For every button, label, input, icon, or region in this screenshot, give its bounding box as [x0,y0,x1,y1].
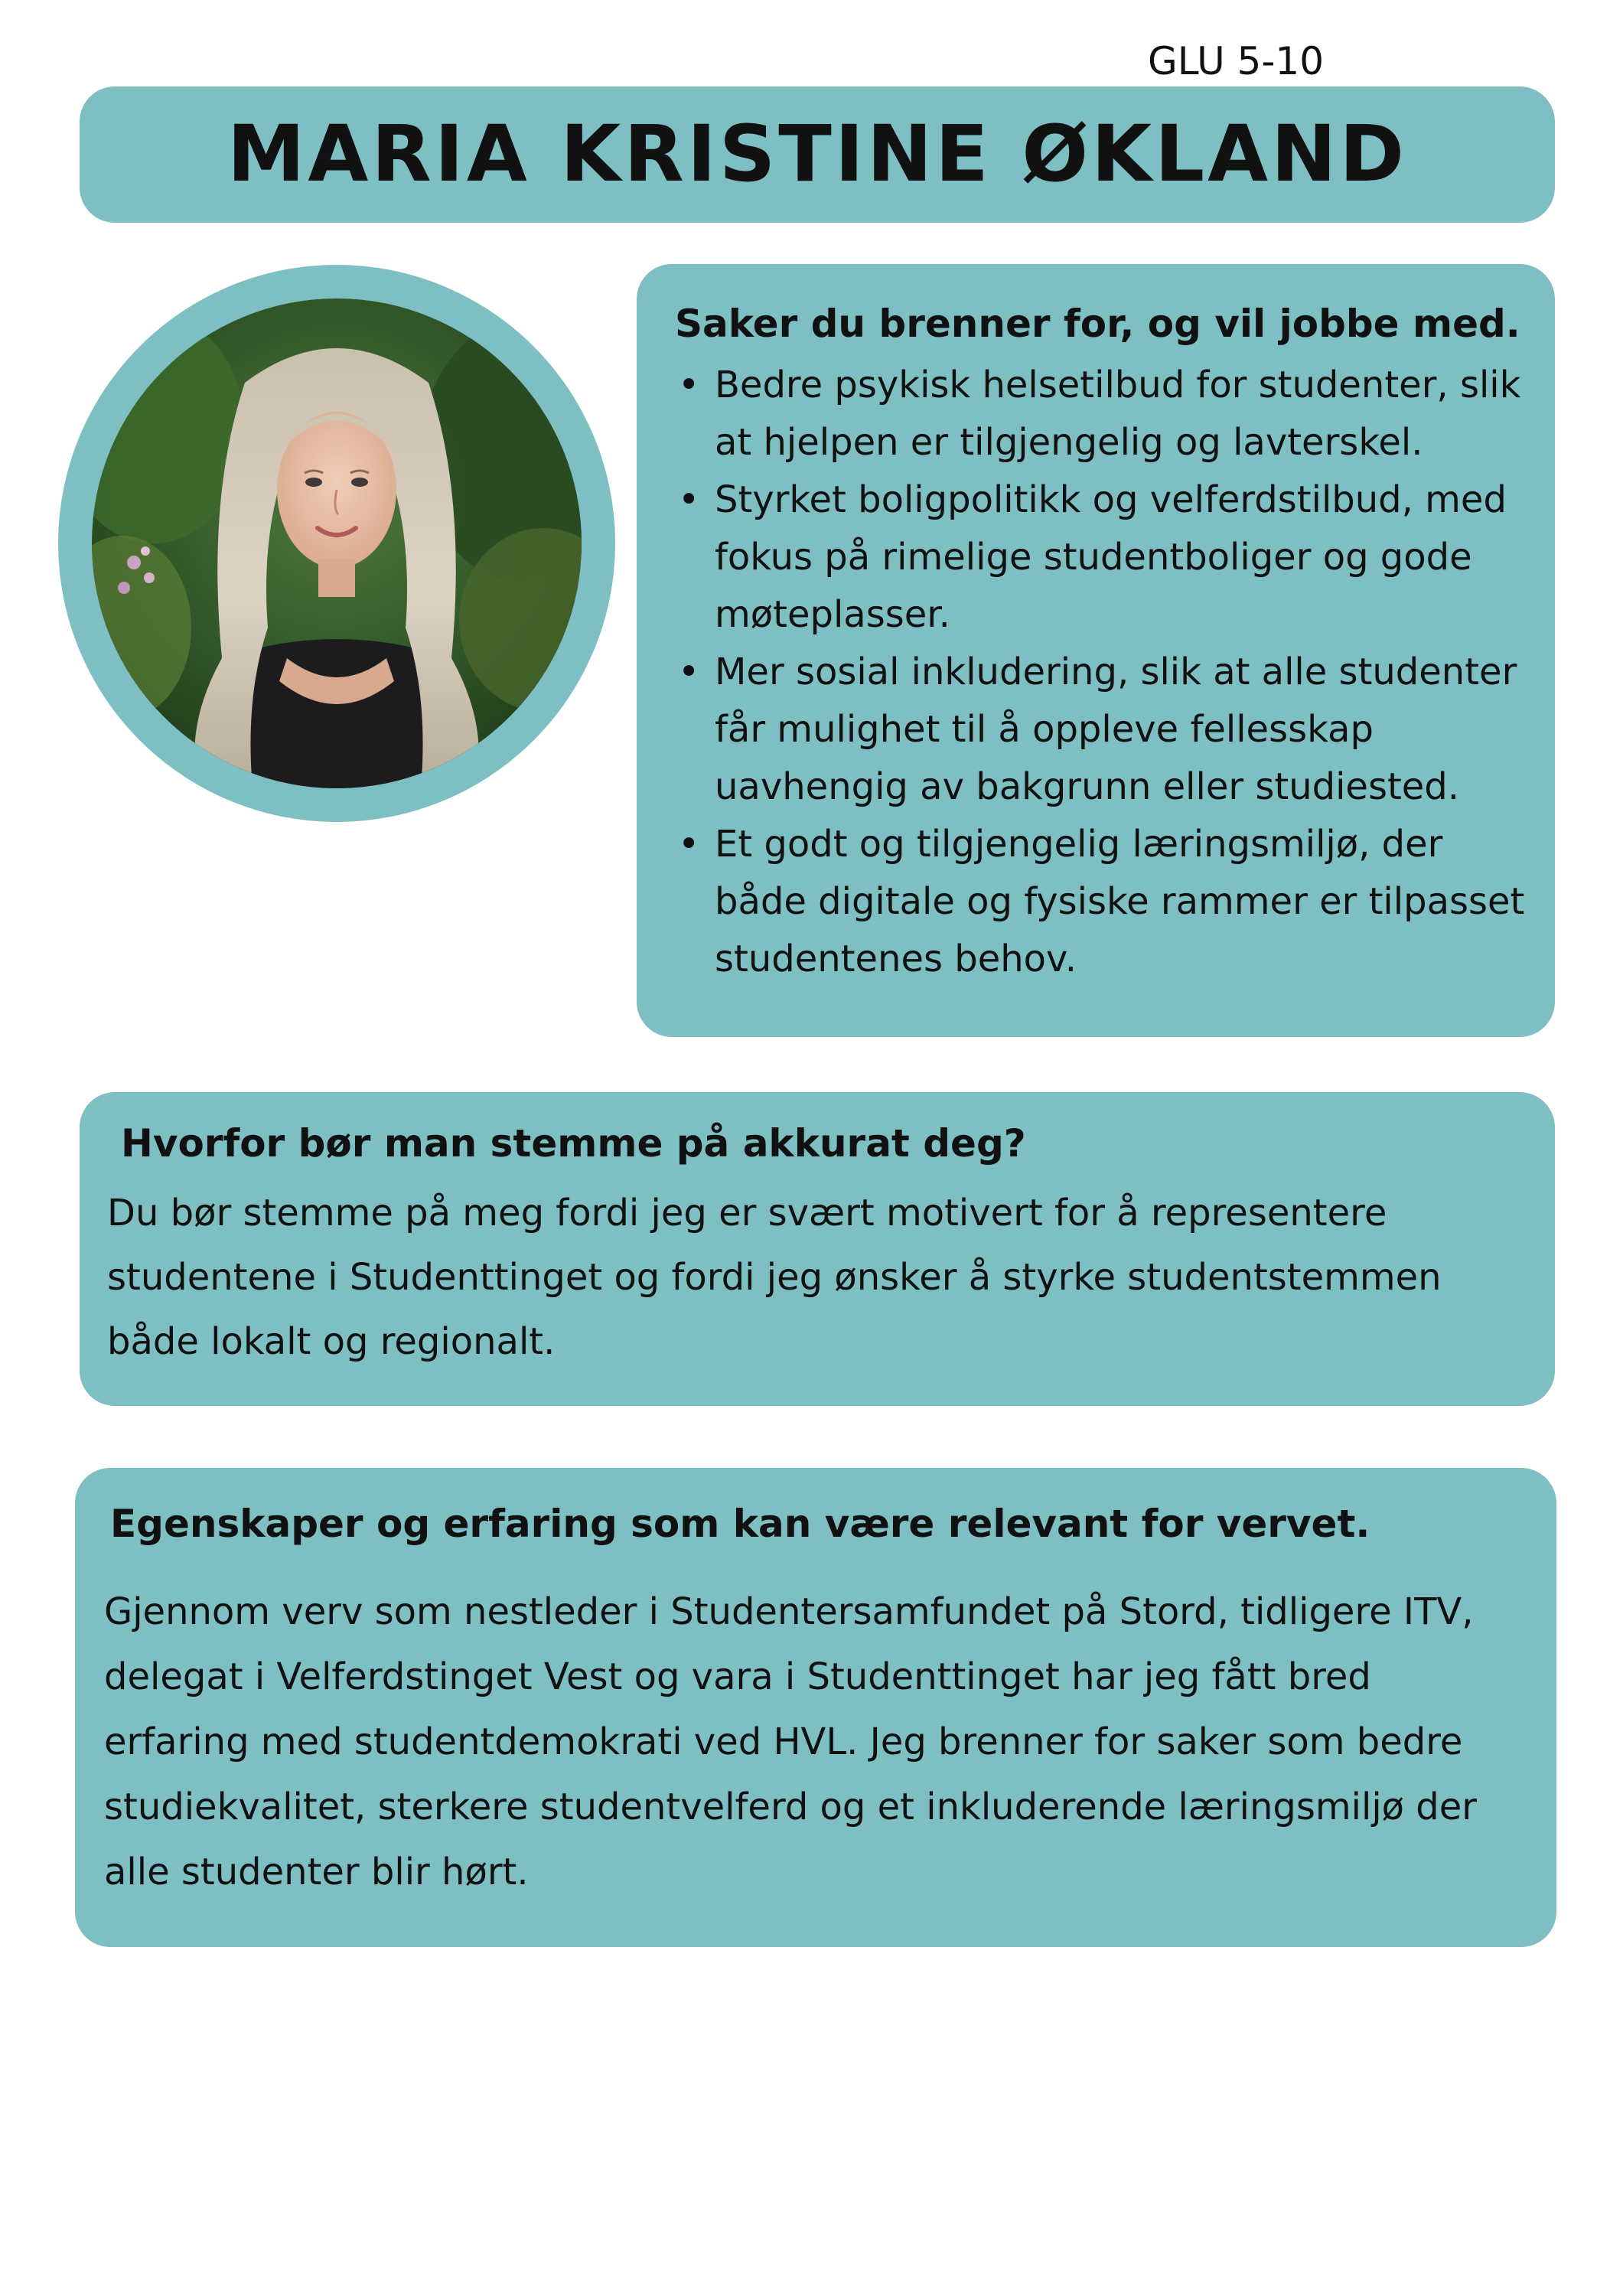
name-banner [80,86,1555,223]
issue-text: Et godt og tilgjengelig læringsmiljø, der både digitale og fysiske rammer er tilpasset studentenes behov. [715,823,1525,980]
issues-panel [637,264,1555,1037]
candidate-name: MARIA KRISTINE ØKLAND [227,109,1408,200]
list-item [675,357,1541,471]
experience-heading: Egenskaper og erfaring som kan være relevant for vervet. [110,1502,1370,1546]
why-vote-panel [80,1092,1555,1406]
list-item [675,816,1541,988]
experience-panel [75,1468,1556,1947]
list-item [675,471,1541,644]
bullet-icon: • [678,364,700,406]
why-vote-text: Du bør stemme på meg fordi jeg er svært motivert for å representere studentene i Studenttinget og fordi jeg ønsker å styrke studentstemmen både lokalt og regionalt. [107,1192,1442,1363]
experience-text: Gjennom verv som nestleder i Studentersamfundet på Stord, tidligere ITV, delegat i Velferdstinget Vest og vara i Studenttinget har jeg fått bred erfaring med studentdemokrati ved HVL. Jeg brenner for saker som bedre studiekvalitet, sterkere studentvelferd og et inkluderende læringsmiljø der alle studenter blir hørt. [104,1590,1478,1893]
candidate-photo [92,298,582,788]
bullet-icon: • [678,823,700,866]
program-tag: GLU 5-10 [1147,39,1325,83]
issue-text: Bedre psykisk helsetilbud for studenter, slik at hjelpen er tilgjengelig og lavterskel. [715,364,1521,464]
bullet-icon: • [678,651,700,693]
issues-heading: Saker du brenner for, og vil jobbe med. [675,302,1520,346]
issue-text: Mer sosial inkludering, slik at alle studenter får mulighet til å oppleve fellesskap uavhengig av bakgrunn eller studiested. [715,651,1517,808]
list-item [675,644,1541,816]
bullet-icon: • [678,478,700,521]
why-vote-heading: Hvorfor bør man stemme på akkurat deg? [121,1121,1026,1166]
portrait-frame [58,265,615,822]
issues-list [675,357,1555,988]
issue-text: Styrket boligpolitikk og velferdstilbud, med fokus på rimelige studentboliger og gode møteplasser. [715,478,1507,636]
